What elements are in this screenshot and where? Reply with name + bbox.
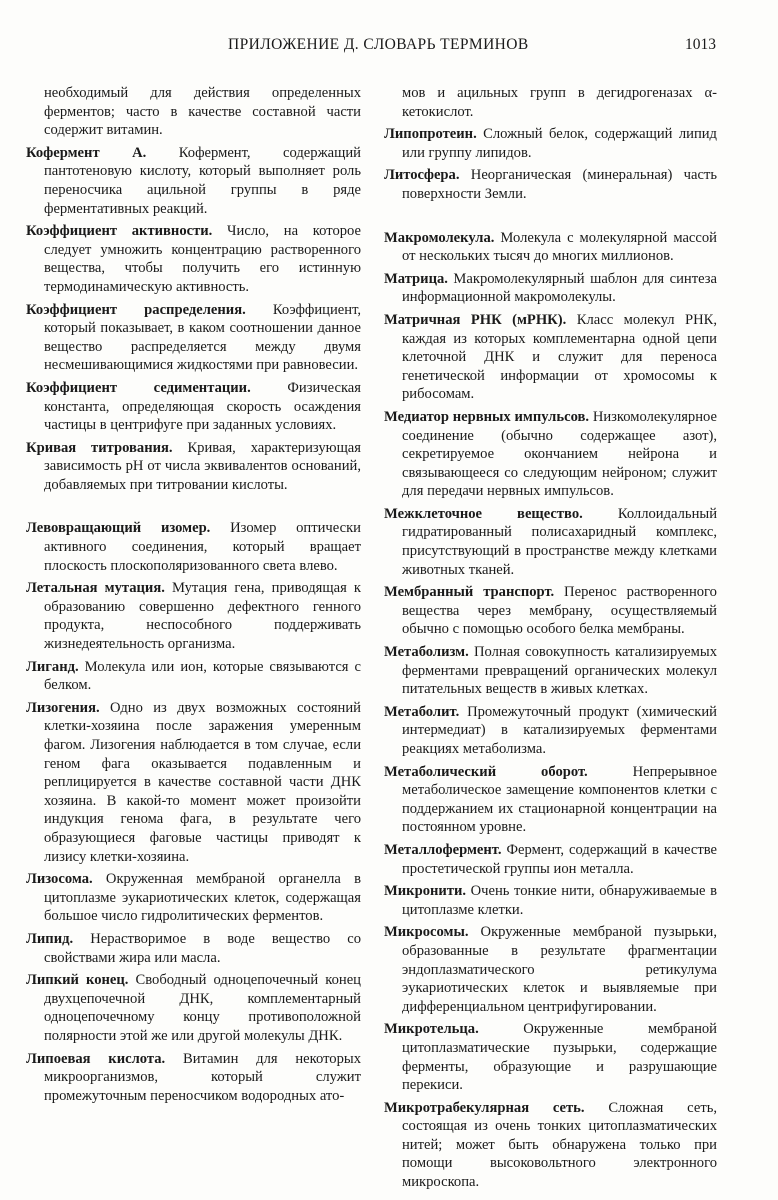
glossary-entry: Мембранный транспорт. Перенос растворенного вещества через мембрану, осуществляемый обычно с помощью особого белка мембраны.	[384, 584, 717, 638]
glossary-entry: Микронити. Очень тонкие нити, обнаруживаемые в цитоплазме клетки.	[384, 883, 717, 918]
glossary-entry: Летальная мутация. Мутация гена, приводящая к образованию совершенно дефектного генного продукта, неспособного поддерживать жизнедеятельность организма.	[26, 580, 361, 653]
glossary-entry: Левовращающий изомер. Изомер оптически активного соединения, который вращает плоскость плоскополяризованного света влево.	[26, 520, 361, 574]
running-title: ПРИЛОЖЕНИЕ Д. СЛОВАРЬ ТЕРМИНОВ	[228, 36, 529, 53]
glossary-entry: Лизосома. Окруженная мембраной органелла в цитоплазме эукариотических клеток, содержащая большое число гидролитических ферментов.	[26, 871, 361, 925]
glossary-entry: Микротрабекулярная сеть. Сложная сеть, состоящая из очень тонких цитоплазматических нитей; может быть обнаружена только при помощи высоковольтного электронного микроскопа.	[384, 1099, 717, 1191]
glossary-entry: Липкий конец. Свободный одноцепочечный конец двухцепочечной ДНК, комплементарный одноцепочечному концу противоположной полярности этой же или другой молекулы ДНК.	[26, 972, 361, 1044]
glossary-entry: Коэффициент седиментации. Физическая константа, определяющая скорость осаждения частицы в центрифуге при заданных условиях.	[26, 379, 361, 434]
glossary-entry: Липид. Нерастворимое в воде вещество со свойствами жира или масла.	[26, 930, 361, 966]
glossary-entry: Метаболит. Промежуточный продукт (химический интермедиат) в катализируемых ферментами реакциях метаболизма.	[384, 703, 717, 757]
glossary-entry: Липоевая кислота. Витамин для некоторых микроорганизмов, который служит промежуточным переносчиком водородных ато-	[26, 1050, 361, 1104]
glossary-entry: Литосфера. Неорганическая (минеральная) часть поверхности Земли.	[384, 167, 717, 202]
glossary-entry: Лиганд. Молекула или ион, которые связываются с белком.	[26, 658, 361, 694]
letter-section-gap	[26, 498, 361, 519]
glossary-entry: Метаболизм. Полная совокупность катализируемых ферментами превращений органических молекул питательных веществ в живых клетках.	[384, 644, 717, 698]
glossary-entry: Микротельца. Окруженные мембраной цитоплазматические пузырьки, содержащие ферменты, образующие и разрушающие перекиси.	[384, 1021, 717, 1094]
page-header	[0, 36, 778, 60]
glossary-entry: Лизогения. Одно из двух возможных состояний клетки-хозяина после заражения умеренным фагом. Лизогения наблюдается в том случае, если геном фага оказывается подавленным и реплицируется в качестве составной части ДНК хозяина. В какой-то момент может произойти индукция генома фага, в результате чего образующиеся фаговые частицы приводят к лизису клетки-хозяина.	[26, 699, 361, 865]
right-column	[384, 84, 717, 1196]
glossary-entry: Липопротеин. Сложный белок, содержащий липид или группу липидов.	[384, 126, 717, 161]
left-column	[26, 84, 361, 1109]
glossary-entry: Металлофермент. Фермент, содержащий в качестве простетической группы ион металла.	[384, 841, 717, 877]
glossary-entry: Межклеточное вещество. Коллоидальный гидратированный полисахаридный комплекс, присутствующий в пространстве между клетками животных тканей.	[384, 505, 717, 578]
glossary-entry: Кофермент А. Кофермент, содержащий пантотеновую кислоту, который выполняет роль переносчика ацильной группы в ряде ферментативных реакций.	[26, 144, 361, 217]
glossary-entry: Метаболический оборот. Непрерывное метаболическое замещение компонентов клетки с поддержанием их стационарной концентрации на постоянном уровне.	[384, 763, 717, 836]
glossary-entry: мов и ацильных групп в дегидрогеназах α-кетокислот.	[402, 85, 717, 120]
page-number: 1013	[685, 36, 716, 53]
glossary-entry: Макромолекула. Молекула с молекулярной массой от нескольких тысяч до многих миллионов.	[384, 229, 717, 265]
letter-section-gap	[384, 208, 717, 229]
glossary-entry: Коэффициент активности. Число, на которое следует умножить концентрацию растворенного вещества, чтобы получить его истинную термодинамическую активность.	[26, 223, 361, 295]
glossary-entry: необходимый для действия определенных ферментов; часто в качестве составной части содержит витамин.	[44, 85, 361, 139]
glossary-entry: Коэффициент распределения. Коэффициент, который показывает, в каком соотношении данное вещество распределяется между двумя несмешивающимися жидкостями при равновесии.	[26, 301, 362, 374]
glossary-entry: Медиатор нервных импульсов. Низкомолекулярное соединение (обычно содержащее азот), секретируемое окончанием нейрона и связывающееся со следующим нейроном; служит для передачи нервных импульсов.	[384, 408, 717, 500]
glossary-entry: Микросомы. Окруженные мембраной пузырьки, образованные в результате фрагментации эндоплазматического ретикулума эукариотических клеток и выявляемые при дифференциальном центрифугировании.	[384, 924, 717, 1015]
glossary-entry: Матрица. Макромолекулярный шаблон для синтеза информационной макромолекулы.	[384, 270, 717, 306]
glossary-entry: Матричная РНК (мРНК). Класс молекул РНК, каждая из которых комплементарна одной цепи клеточной ДНК и служит для переноса генетической информации от хромосомы к рибосомам.	[384, 311, 717, 403]
glossary-entry: Кривая титрования. Кривая, характеризующая зависимость pH от числа эквивалентов оснований, добавляемых при титровании кислоты.	[26, 439, 362, 493]
